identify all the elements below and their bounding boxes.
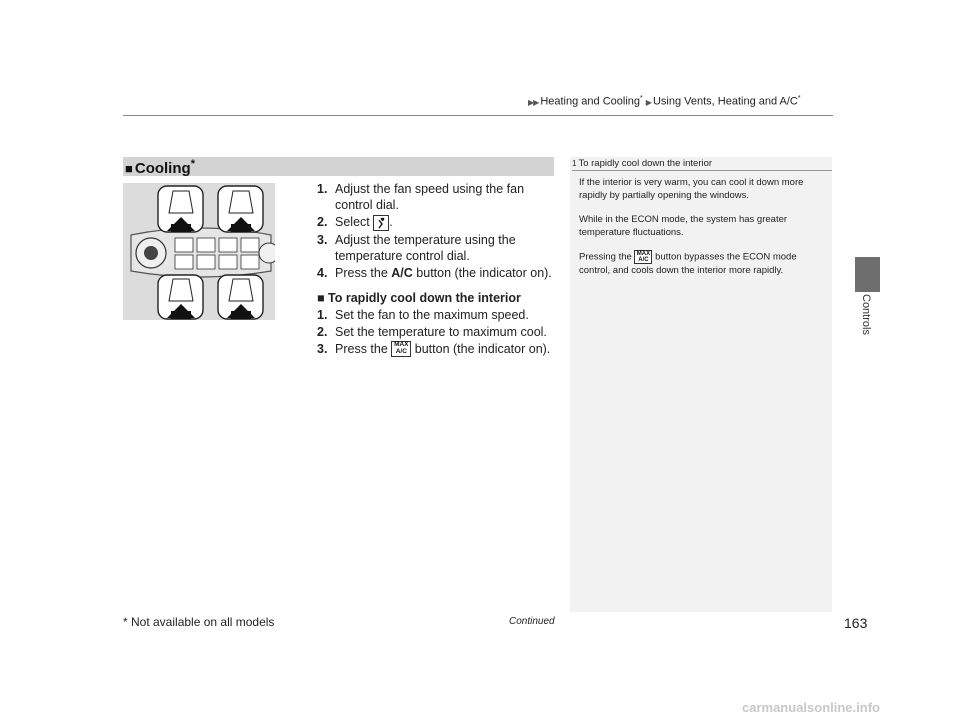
triangle-icon: ▶ <box>645 97 651 107</box>
step-2: 2. Select . <box>317 215 393 229</box>
climate-panel-drawing <box>123 183 275 320</box>
climate-panel-illustration <box>123 183 275 320</box>
max-ac-icon: MAX A/C <box>634 250 652 264</box>
note-paragraph: Pressing the MAX A/C button bypasses the ECON mode control, and cools down the interior more rapidly. <box>579 251 797 276</box>
page-number: 163 <box>844 615 868 631</box>
header-divider <box>123 115 833 116</box>
step-4: 4. Press the A/C button (the indicator on). <box>317 265 552 280</box>
rapid-step-3: 3. Press the MAX A/C button (the indicator on). <box>317 341 551 356</box>
note-paragraph: If the interior is very warm, you can cool it down more rapidly by partially opening the windows. <box>579 177 804 201</box>
breadcrumb: ▶▶ Heating and Cooling* ▶ Using Vents, Heating and A/C* <box>528 95 801 108</box>
instruction-steps <box>317 181 557 358</box>
watermark: carmanualsonline.info <box>742 700 880 715</box>
note-divider <box>572 170 832 171</box>
triangle-icon: ▶▶ <box>528 97 539 107</box>
note-body <box>579 176 819 288</box>
subsection-title: ■ To rapidly cool down the interior <box>317 290 521 305</box>
rapid-step-1: 1. Set the fan to the maximum speed. <box>317 307 529 322</box>
face-vent-icon <box>373 215 389 231</box>
note-paragraph: While in the ECON mode, the system has greater temperature fluctuations. <box>579 214 788 238</box>
breadcrumb-item-heating[interactable]: Heating and Cooling <box>540 95 640 108</box>
max-ac-icon: MAX A/C <box>391 341 411 357</box>
section-title: ■ Cooling* <box>125 158 195 177</box>
chapter-tab[interactable] <box>855 257 880 292</box>
step-1: 1. Adjust the fan speed using the fan control dial. <box>317 182 525 212</box>
breadcrumb-item-vents[interactable]: Using Vents, Heating and A/C <box>652 95 798 108</box>
continued-label: Continued <box>509 616 555 627</box>
step-3: 3. Adjust the temperature using the temperature control dial. <box>317 232 516 263</box>
chapter-label: Controls <box>860 294 872 335</box>
rapid-step-2: 2. Set the temperature to maximum cool. <box>317 324 547 339</box>
footnote: * Not available on all models <box>123 615 275 629</box>
note-title: 1 To rapidly cool down the interior <box>572 158 713 169</box>
